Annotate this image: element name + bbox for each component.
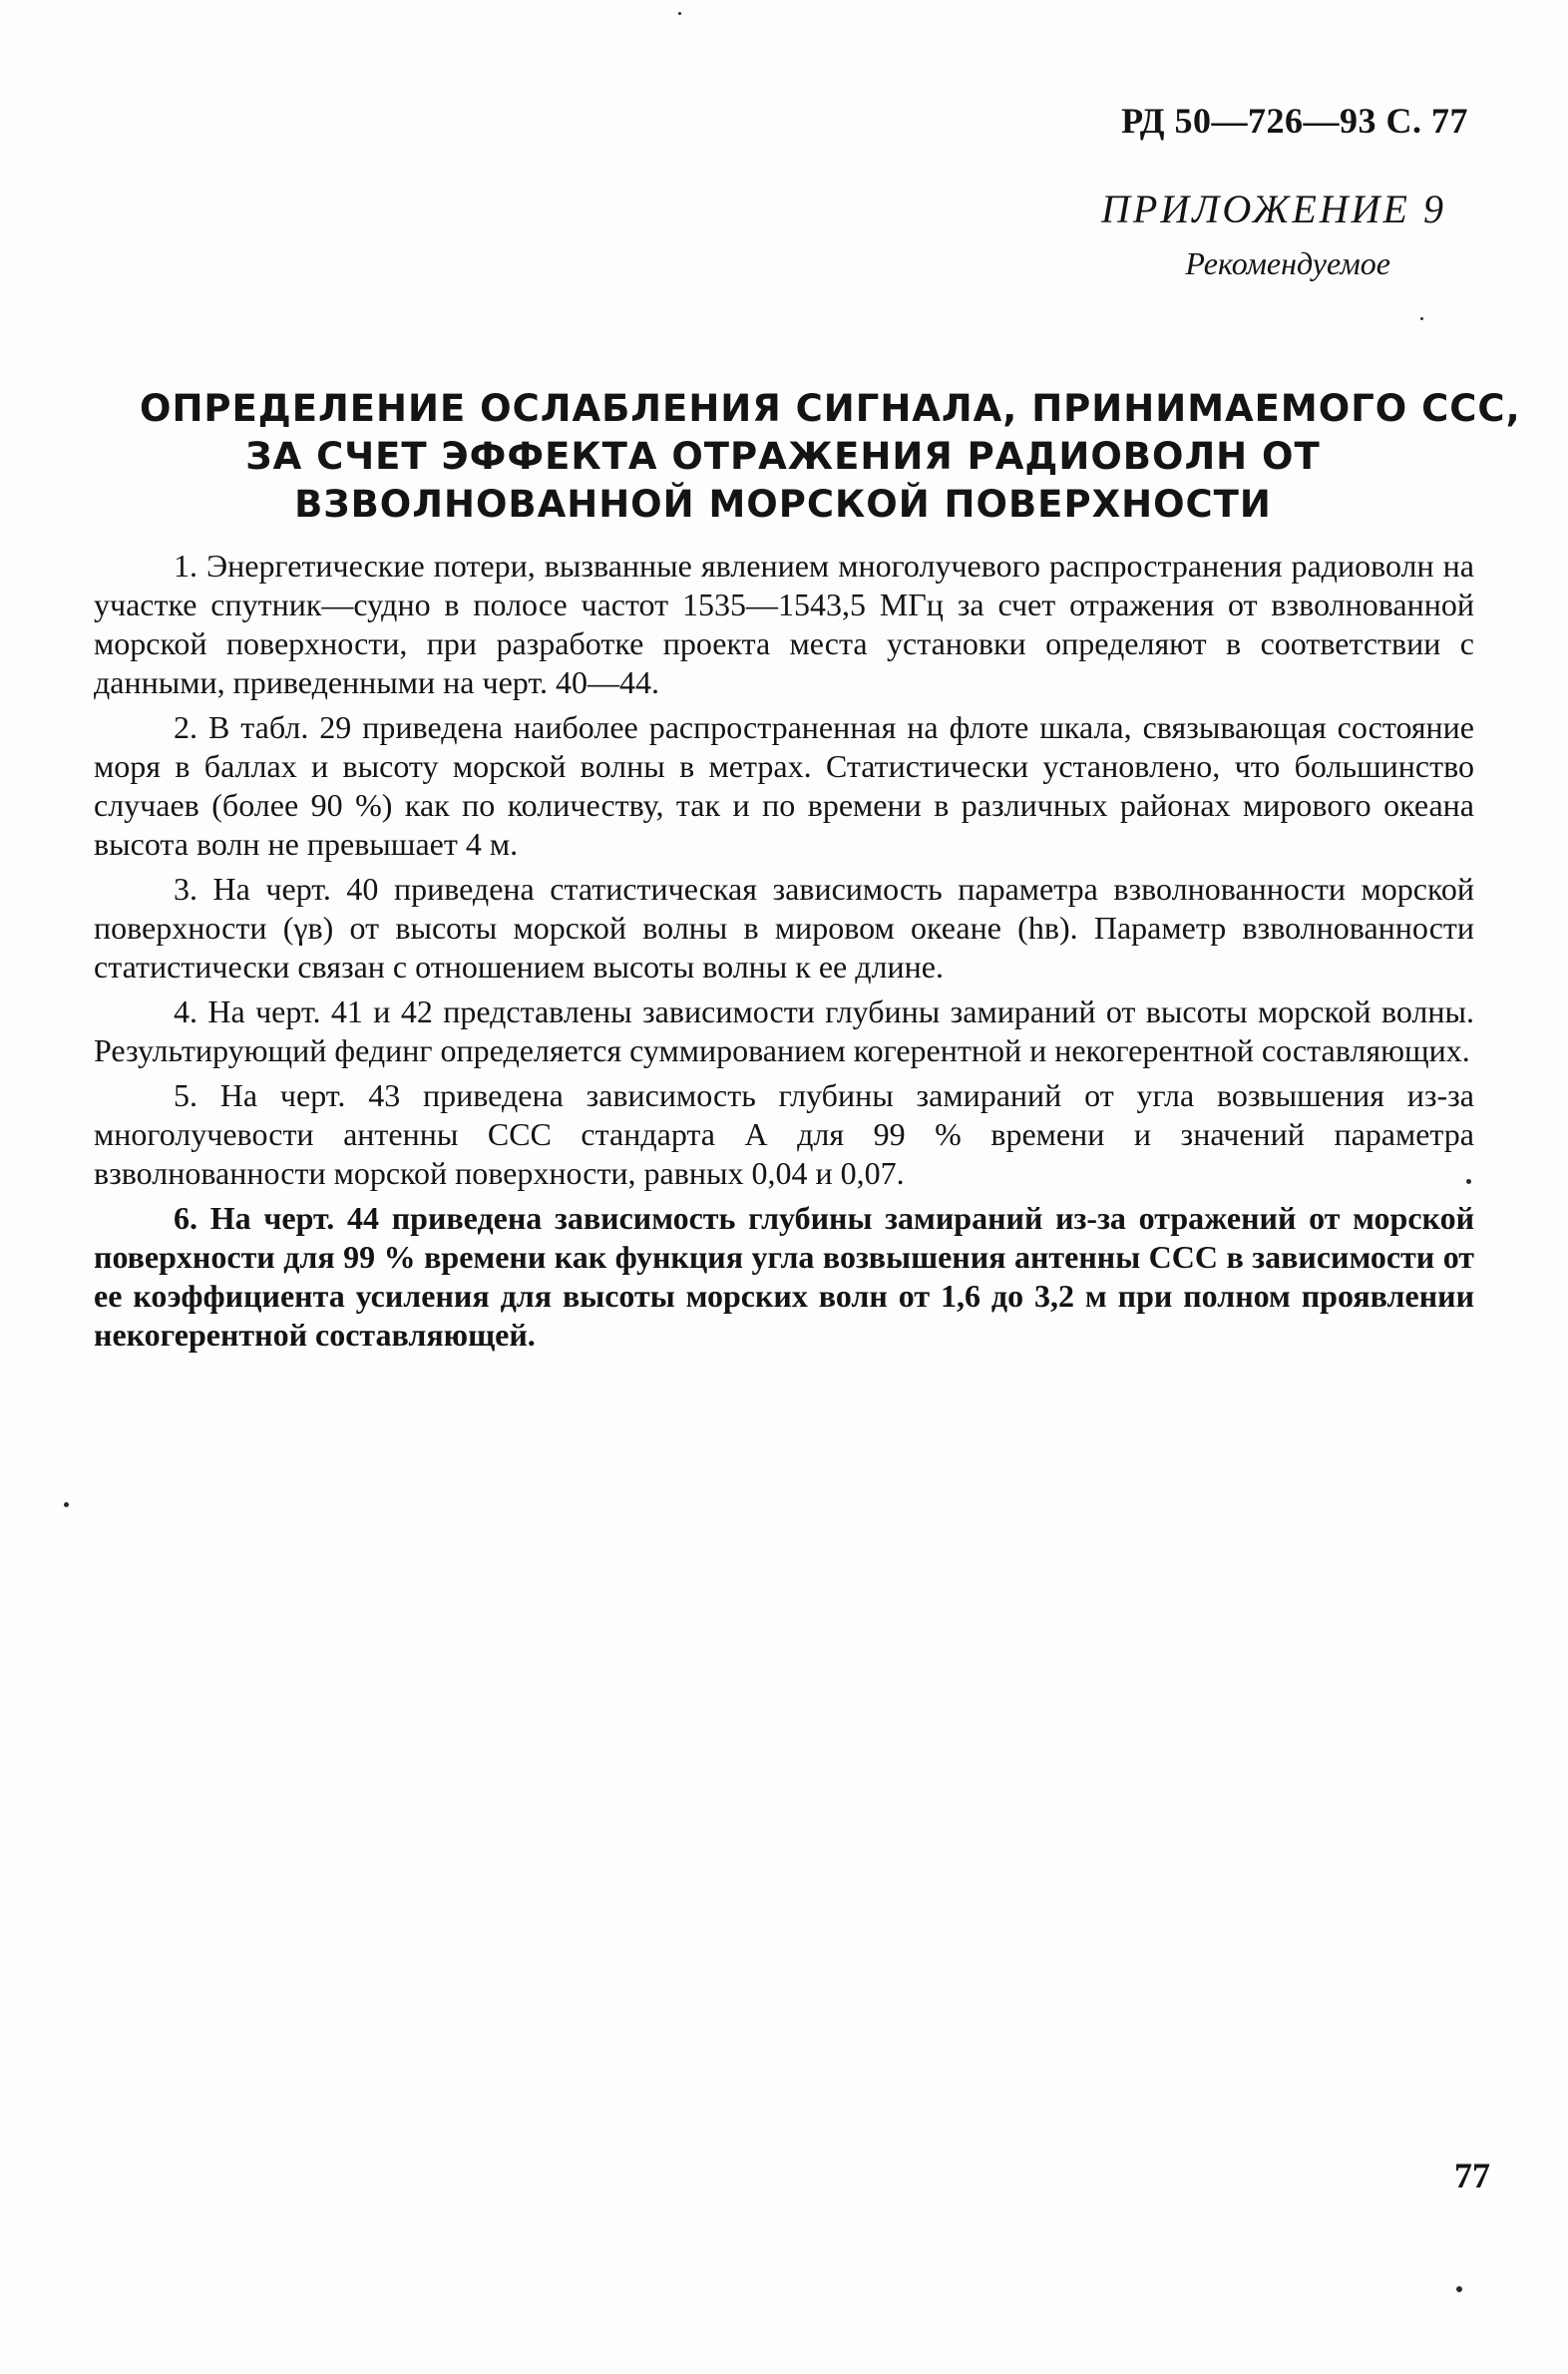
section-title [140, 385, 1521, 529]
page-number: 77 [1454, 2156, 1490, 2195]
scan-speck [1420, 317, 1423, 320]
body-text [94, 547, 1474, 1361]
scan-speck [1456, 2286, 1462, 2292]
scan-speck [64, 1502, 69, 1507]
paragraph-3: 3. На черт. 40 приведена статистическая зависимость параметра взволнованности морской поверхности (γв) от высоты морской волны в мировом океане (hв). Параметр взволнованности статистически связан с отношением высоты волны к ее длине. [94, 871, 1474, 985]
paragraph-1: 1. Энергетические потери, вызванные явлением многолучевого распространения радиоволн на участке спутник—судно в полосе частот 1535—1543,5 МГц за счет отражения от взволнованной морской поверхности, при разработке проекта места установки определяют в соответствии с данными, приведенными на черт. 40—44. [94, 548, 1474, 700]
document-code: РД 50—726—93 С. 77 [1121, 101, 1468, 141]
title-line: ЗА СЧЕТ ЭФФЕКТА ОТРАЖЕНИЯ РАДИОВОЛН ОТ [245, 435, 1321, 478]
title-line: ОПРЕДЕЛЕНИЕ ОСЛАБЛЕНИЯ СИГНАЛА, ПРИНИМАЕМОГО ССС, [140, 387, 1521, 430]
paragraph-2: 2. В табл. 29 приведена наиболее распространенная на флоте шкала, связывающая состояние моря в баллах и высоту морской волны в метрах. Статистически установлено, что большинство случаев (более 90 %) как по количеству, так и по времени в различных районах мирового океана высота волн не превышает 4 м. [94, 709, 1474, 862]
appendix-status: Рекомендуемое [1185, 245, 1390, 281]
paragraph-5: 5. На черт. 43 приведена зависимость глубины замираний от угла возвышения из-за многолучевости антенны ССС стандарта А для 99 % времени и значений параметра взволнованности морской поверхности, равных 0,04 и 0,07. [94, 1077, 1474, 1191]
appendix-title: ПРИЛОЖЕНИЕ 9 [1101, 187, 1446, 231]
paragraph-6: 6. На черт. 44 приведена зависимость глубины замираний из-за отражений от морской поверхности для 99 % времени как функция угла возвышения антенны ССС в зависимости от ее коэффициента усиления для высоты морских волн от 1,6 до 3,2 м при полном проявлении некогерентной составляющей. [94, 1200, 1474, 1353]
paragraph-4: 4. На черт. 41 и 42 представлены зависимости глубины замираний от высоты морской волны. Результирующий фединг определяется суммированием когерентной и некогерентной составляющих. [94, 993, 1474, 1068]
scan-speck [1466, 1179, 1471, 1184]
scan-speck [678, 12, 681, 15]
title-line: ВЗВОЛНОВАННОЙ МОРСКОЙ ПОВЕРХНОСТИ [294, 483, 1272, 526]
